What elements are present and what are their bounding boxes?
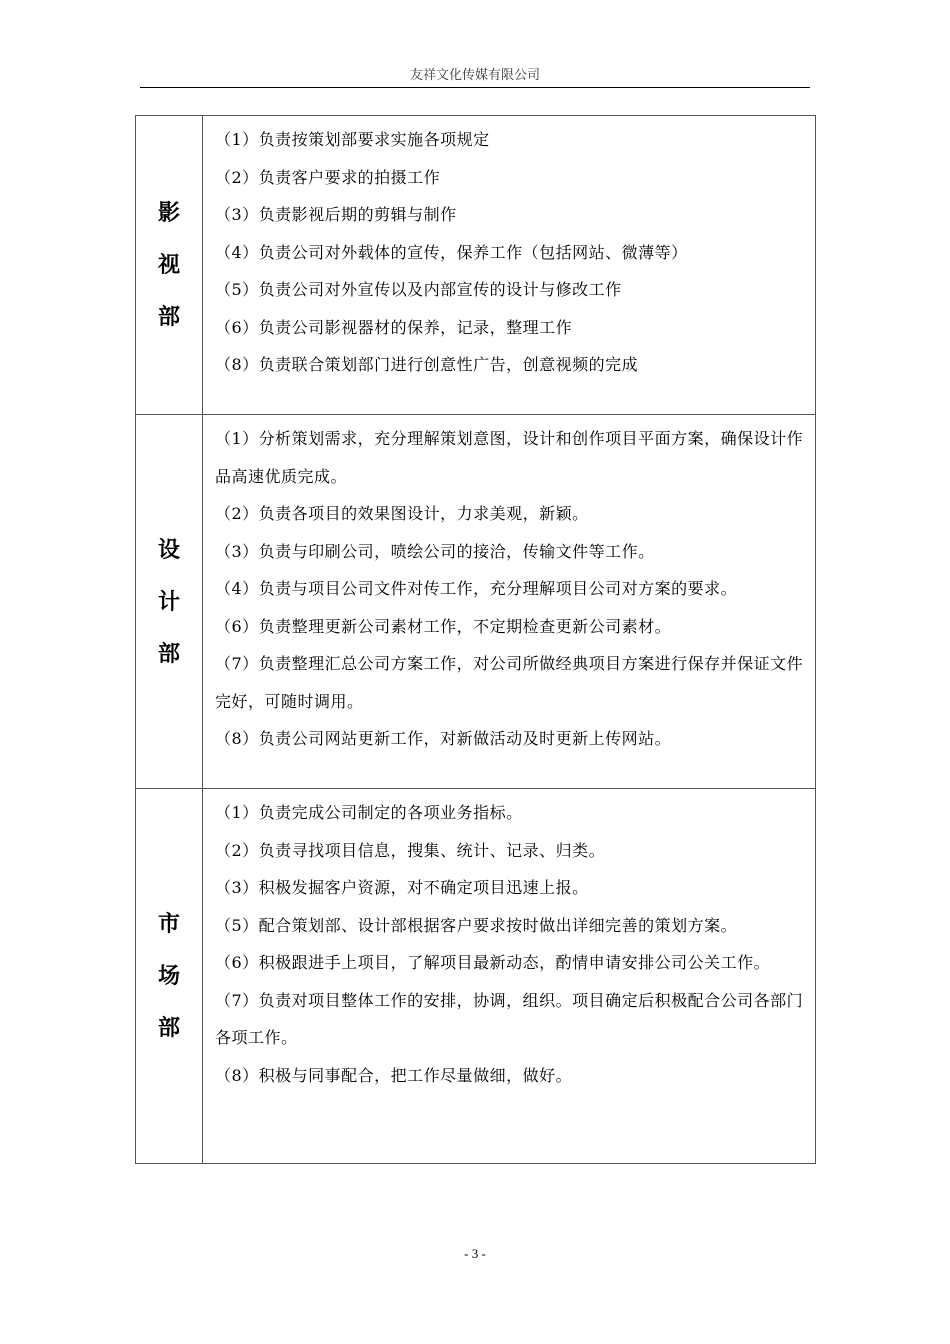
duty-item: （7）负责对项目整体工作的安排，协调，组织。项目确定后积极配合公司各部门各项工作。 <box>215 990 804 1047</box>
duty-item: （3）负责影视后期的剪辑与制作 <box>215 205 457 224</box>
duty-item: （2）负责客户要求的拍摄工作 <box>215 167 441 187</box>
duty-item: （1）负责按策划部要求实施各项规定 <box>215 130 490 149</box>
duty-list <box>203 415 816 789</box>
duty-item: （6）积极跟进手上项目，了解项目最新动态，酌情申请安排公司公关工作。 <box>215 953 771 972</box>
table-row-film <box>136 116 816 415</box>
duty-item: （2）负责各项目的效果图设计，力求美观，新颖。 <box>215 504 589 523</box>
duty-list <box>203 789 816 1164</box>
dept-name-cell <box>136 789 203 1164</box>
duty-list <box>203 116 816 415</box>
page-number: - 3 - <box>464 1246 486 1261</box>
duty-item: （8）负责联合策划部门进行创意性广告，创意视频的完成 <box>215 355 639 374</box>
duty-item: （7）负责整理汇总公司方案工作，对公司所做经典项目方案进行保存并保证文件完好，可随时调用。 <box>215 654 804 711</box>
duty-item: （2）负责寻找项目信息，搜集、统计、记录、归类。 <box>215 840 606 860</box>
duty-item: （4）负责公司对外载体的宣传，保养工作（包括网站、微薄等） <box>215 242 688 262</box>
duty-item: （1）负责完成公司制定的各项业务指标。 <box>215 803 523 822</box>
duty-item: （6）负责公司影视器材的保养，记录，整理工作 <box>215 317 573 337</box>
duty-item: （3）负责与印刷公司，喷绘公司的接洽，传输文件等工作。 <box>215 541 655 561</box>
duty-item: （4）负责与项目公司文件对传工作，充分理解项目公司对方案的要求。 <box>215 579 738 598</box>
dept-name: 设计部 <box>157 536 180 667</box>
duty-item: （1）分析策划需求，充分理解策划意图，设计和创作项目平面方案，确保设计作品高速优质完成。 <box>215 429 804 486</box>
duty-item: （8）负责公司网站更新工作，对新做活动及时更新上传网站。 <box>215 729 672 748</box>
duty-item: （6）负责整理更新公司素材工作，不定期检查更新公司素材。 <box>215 616 672 636</box>
duty-item: （5）负责公司对外宣传以及内部宣传的设计与修改工作 <box>215 280 622 299</box>
dept-name-cell <box>136 116 203 415</box>
duty-item: （8）积极与同事配合，把工作尽量做细，做好。 <box>215 1065 573 1085</box>
page-header: 友祥文化传媒有限公司 <box>409 68 540 83</box>
dept-name-cell <box>136 415 203 789</box>
dept-name: 市场部 <box>157 911 180 1041</box>
table-row-design <box>136 415 816 789</box>
department-duties-table <box>135 115 816 1164</box>
duty-item: （5）配合策划部、设计部根据客户要求按时做出详细完善的策划方案。 <box>215 915 738 935</box>
dept-name: 影视部 <box>157 200 180 330</box>
duty-item: （3）积极发掘客户资源，对不确定项目迅速上报。 <box>215 878 589 897</box>
header-rule <box>140 87 810 88</box>
table-row-market <box>136 789 816 1164</box>
